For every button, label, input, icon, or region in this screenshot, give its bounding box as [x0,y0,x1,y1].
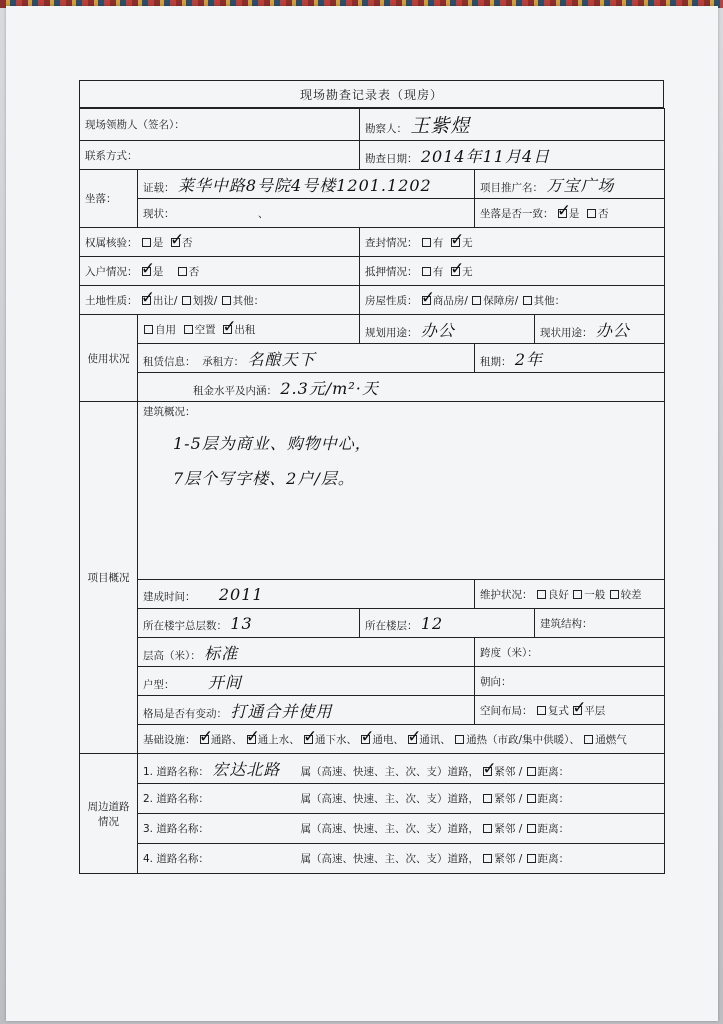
floor-label: 所在楼层： [365,619,418,632]
road-1-separator: / [518,766,523,778]
road-1-type: 属（高速、快速、主、次、支）道路， [300,766,480,778]
road-2-label: 2. 道路名称： [143,793,209,805]
seal-has-label: 有 [432,236,444,249]
roads-label: 周边道路情况 [80,754,138,874]
span-label: 跨度（米）： [480,646,538,659]
seal-label: 查封情况： [365,236,418,249]
road-3-label: 3. 道路名称： [143,823,209,835]
road-1-label: 1. 道路名称： [143,766,209,778]
infra-comm-label: 通讯 [419,733,441,746]
entry-no-label: 否 [188,265,200,278]
consistent-yes-label: 是 [568,207,580,220]
ownership-label: 权属核验： [85,236,138,249]
height-cell [138,638,475,667]
maint-normal-checkbox[interactable] [573,590,582,599]
rent-cell [138,373,665,402]
land-other-checkbox[interactable] [222,296,231,305]
entry-label: 入户情况： [85,265,138,278]
road-2-adjacent-checkbox[interactable] [483,794,492,803]
infra-road-label: 通路 [210,733,232,746]
building-label: 建筑概况： [143,406,196,418]
change-cell [138,696,475,725]
road-4-distance-label: 距离： [537,853,570,865]
space-flat-checkbox[interactable] [573,706,582,715]
paper-sheet [6,6,718,1021]
mortgage-has-label: 有 [432,265,444,278]
cert-cell [138,170,475,199]
road-2-distance-label: 距离： [537,793,570,805]
change-label: 格局是否有变动： [143,707,227,720]
built-value: 2011 [218,584,264,604]
struct-label: 建筑结构： [540,617,593,630]
road-4-type: 属（高速、快速、主、次、支）道路， [300,853,480,865]
land-cell: 土地性质： ✓ 出让/ 划拨/ 其他： [80,286,360,315]
plan-cell [360,315,535,344]
infra-gas-checkbox[interactable] [584,735,593,744]
term-value: 2年 [514,349,544,369]
road-3-distance-label: 距离： [537,823,570,835]
cert-label: 证载： [143,181,175,194]
built-label: 建成时间： [143,590,196,603]
mortgage-label: 抵押情况： [365,265,418,278]
ownership-yes-checkbox[interactable] [142,238,151,247]
road-1-name: 宏达北路 [212,760,281,779]
mortgage-none-checkbox[interactable] [451,267,460,276]
road-4-separator: / [518,853,523,865]
ownership-no-label: 否 [182,236,193,249]
road-2-separator: / [518,793,523,805]
struct-cell [535,609,665,638]
usage-options [138,315,360,344]
infra-drain-checkbox[interactable] [304,735,313,744]
change-value: 打通合并使用 [230,701,333,721]
orient-label: 朝向： [480,675,512,688]
survey-form [79,80,664,874]
status-value: 、 [257,207,269,220]
ownership-cell [80,228,360,257]
usage-self-checkbox[interactable] [144,325,153,334]
seal-none-checkbox[interactable] [451,238,460,247]
house-commercial-label: 商品房 [432,294,465,307]
ownership-yes-label: 是 [152,236,164,249]
form-title: 现场勘查记录表（现房） [79,80,664,108]
project-label: 项目概况 [80,402,138,754]
land-label: 土地性质： [85,294,138,307]
maint-label: 维护状况： [480,588,533,601]
seal-none-label: 无 [462,236,473,249]
maint-good-checkbox[interactable] [537,590,546,599]
floors-label: 所在楼宇总层数： [143,619,227,632]
road-row-2 [138,784,665,814]
consistent-label: 坐落是否一致： [480,207,554,220]
span-cell [475,638,665,667]
road-1-distance-checkbox[interactable] [527,767,536,776]
date-value: 2014年11月4日 [420,146,551,166]
road-1-distance-label: 距离： [537,766,570,778]
usage-rent-checkbox[interactable] [223,325,232,334]
mortgage-none-label: 无 [462,265,473,278]
house-commercial-checkbox[interactable] [422,296,431,305]
orient-cell [475,667,665,696]
entry-yes-label: 是 [152,265,164,278]
building-line-1: 1-5层为商业、购物中心， [173,434,372,453]
promo-value: 万宝广场 [546,175,615,195]
plan-label: 规划用途： [365,326,418,339]
consistent-cell [475,199,665,228]
road-4-distance-checkbox[interactable] [527,854,536,863]
surveyor-label: 勘察人： [365,123,408,135]
maint-good-label: 良好 [547,588,569,601]
rent-value: 2.3元/m²·天 [280,378,379,398]
term-label: 租期： [480,355,512,368]
built-cell [138,580,475,609]
height-value: 标准 [204,643,239,663]
infra-heat-checkbox[interactable] [455,735,464,744]
tenant-label: 承租方： [202,355,245,368]
mortgage-has-checkbox[interactable] [422,267,431,276]
date-cell [360,141,665,170]
road-2-distance-checkbox[interactable] [527,794,536,803]
type-cell [138,667,475,696]
house-cell: 房屋性质： ✓ 商品房/ 保障房/ 其他： [360,286,665,315]
road-3-adjacent-label: 紧邻 [494,823,516,835]
infra-gas-label: 通燃气 [595,733,627,746]
promo-label: 项目推广名： [480,181,544,194]
seal-has-checkbox[interactable] [422,238,431,247]
contact-label: 联系方式： [80,141,360,170]
road-4-adjacent-label: 紧邻 [494,853,516,865]
usage-vacant-label: 空置 [194,323,216,336]
rent-label: 租金水平及内涵： [193,384,277,397]
road-row-1 [138,754,665,784]
entry-no-checkbox[interactable] [178,267,187,276]
land-other-label: 其他： [232,294,265,307]
seal-cell [360,228,665,257]
current-use-value: 办公 [595,320,630,340]
usage-rent-label: 出租 [234,323,256,336]
house-other-checkbox[interactable] [523,296,532,305]
infra-label: 基础设施： [143,733,196,746]
term-cell [475,344,665,373]
maint-poor-label: 较差 [620,588,642,601]
floor-value: 12 [420,613,444,633]
house-affordable-label: 保障房 [483,294,515,307]
consistent-yes-checkbox[interactable] [558,209,567,218]
maint-poor-checkbox[interactable] [610,590,619,599]
usage-label: 使用状况 [80,315,138,402]
usage-vacant-checkbox[interactable] [184,325,193,334]
road-1-adjacent-checkbox[interactable] [483,767,492,776]
cert-value: 莱华中路8号院4号楼1201.1202 [177,175,432,195]
road-3-adjacent-checkbox[interactable] [483,824,492,833]
current-use-cell [535,315,665,344]
infra-water-label: 通上水 [257,733,290,746]
usage-self-label: 自用 [155,323,176,336]
road-1-adjacent-label: 紧邻 [494,766,516,778]
road-row-3 [138,814,665,844]
infra-road-checkbox[interactable] [200,735,209,744]
land-transfer-checkbox[interactable] [142,296,151,305]
land-allocate-checkbox[interactable] [182,296,191,305]
maint-cell [475,580,665,609]
house-affordable-checkbox[interactable] [472,296,481,305]
promo-cell [475,170,665,199]
form-table [79,108,665,874]
house-label: 房屋性质： [365,294,418,307]
height-label: 层高（米）： [143,649,201,662]
road-3-type: 属（高速、快速、主、次、支）道路， [300,823,480,835]
space-duplex-label: 复式 [547,704,569,717]
space-flat-label: 平层 [584,704,606,717]
infra-power-checkbox[interactable] [361,735,370,744]
floors-value: 13 [230,613,253,633]
lease-cell [138,344,475,373]
space-cell [475,696,665,725]
consistent-no-checkbox[interactable] [587,209,596,218]
entry-yes-checkbox[interactable] [142,267,151,276]
house-other-label: 其他： [533,294,566,307]
tenant-value: 名酿天下 [247,349,316,369]
infra-comm-checkbox[interactable] [408,735,417,744]
date-label: 勘查日期： [365,152,418,165]
infra-drain-label: 通下水 [315,733,347,746]
land-transfer-label: 出让 [152,294,174,307]
road-4-adjacent-checkbox[interactable] [483,854,492,863]
road-row-4 [138,844,665,874]
type-value: 开间 [207,672,242,692]
status-label: 现状： [143,207,175,220]
ownership-no-checkbox[interactable] [171,238,180,247]
infra-power-label: 通电 [372,733,394,746]
road-2-type: 属（高速、快速、主、次、支）道路， [300,793,480,805]
status-cell [138,199,475,228]
building-desc-cell [138,402,665,580]
surveyor-cell [360,109,665,141]
mortgage-cell [360,257,665,286]
space-duplex-checkbox[interactable] [537,706,546,715]
entry-cell [80,257,360,286]
space-label: 空间布局： [480,704,533,717]
plan-value: 办公 [420,320,455,340]
location-label: 坐落： [80,170,138,228]
road-3-distance-checkbox[interactable] [527,824,536,833]
lease-label: 租赁信息： [143,355,196,368]
building-line-2: 7层个写字楼、2户/层。 [173,469,355,488]
infra-water-checkbox[interactable] [247,735,256,744]
land-allocate-label: 划拨 [192,294,214,307]
infra-cell: 基础设施： ✓ 通路、 ✓通上水、 ✓通下水、 ✓通电、 ✓通讯、 通热（市政/集中供暖）、 通燃气 [138,725,665,754]
current-use-label: 现状用途： [540,326,593,339]
floor-cell [360,609,535,638]
infra-heat-label: 通热（市政/集中供暖） [466,733,570,746]
surveyor-signature: 王紫煜 [410,115,471,137]
type-label: 户型： [143,678,175,691]
leader-label: 现场领勘人（签名）： [80,109,360,141]
maint-normal-label: 一般 [584,588,606,601]
road-4-label: 4. 道路名称： [143,853,209,865]
consistent-no-label: 否 [598,207,609,220]
floors-cell [138,609,360,638]
road-2-adjacent-label: 紧邻 [494,793,516,805]
road-3-separator: / [518,823,523,835]
